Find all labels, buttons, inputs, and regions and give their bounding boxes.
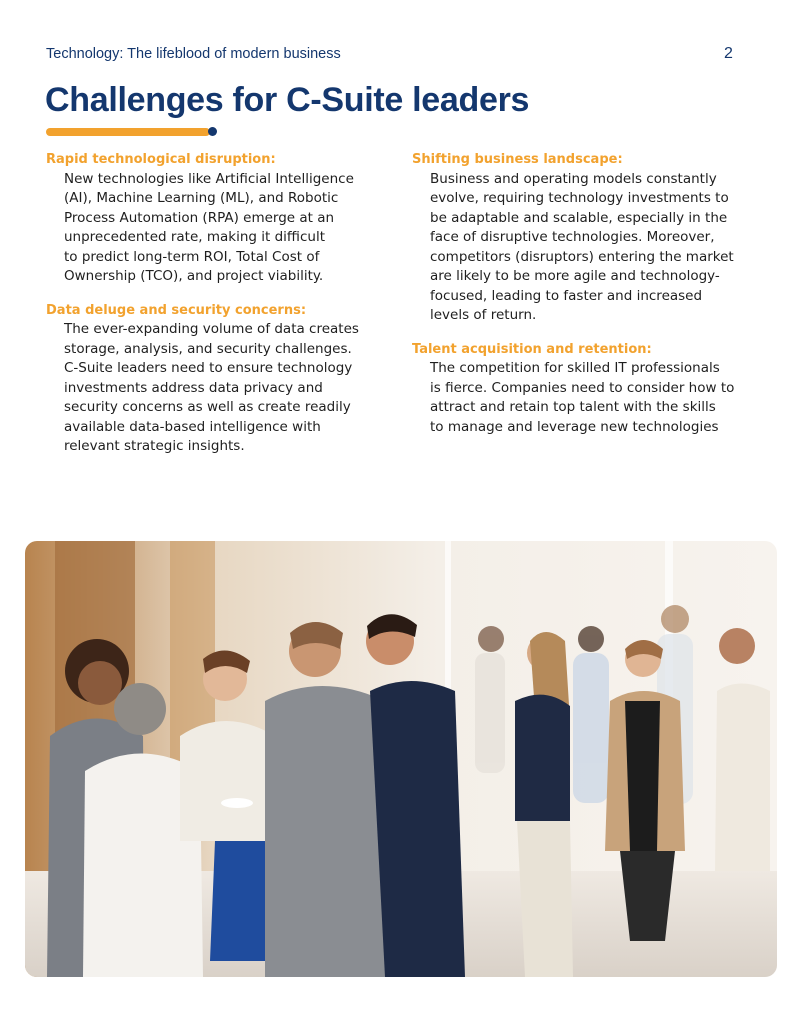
section-body: Business and operating models constantly evolve, requiring technology investments to be adaptable and scalable, especially in the face of disruptive technologies. Moreover, competitors (disruptors) entering the market are likely to be more agile and technology- focused, leading to faster and increased levels of return. xyxy=(430,170,734,323)
section-body: New technologies like Artificial Intelligence (AI), Machine Learning (ML), and Robotic Process Automation (RPA) emerge at an unprecedented rate, making it difficult to predict long-term ROI, Total Cost of Ownership (TCO), and project viability. xyxy=(64,170,354,284)
page-number: 2 xyxy=(724,45,733,62)
section-talent xyxy=(412,340,757,438)
right-column xyxy=(412,150,757,451)
section-shifting-landscape xyxy=(412,150,757,326)
title-underline-dot xyxy=(208,127,217,136)
section-heading: Rapid technological disruption: xyxy=(46,152,276,167)
section-data-deluge xyxy=(46,301,386,457)
left-column xyxy=(46,150,386,471)
section-body: The ever-expanding volume of data creates storage, analysis, and security challenges. C-Suite leaders need to ensure technology investments address data privacy and security concerns as well as create readily available data-based intelligence with relevant strategic insights. xyxy=(64,321,359,454)
section-heading: Talent acquisition and retention: xyxy=(412,341,652,357)
section-heading: Shifting business landscape: xyxy=(412,152,623,167)
networking-photo xyxy=(25,541,777,977)
section-rapid-disruption xyxy=(46,150,386,287)
title-underline xyxy=(46,128,210,136)
page-title: Challenges for C-Suite leaders xyxy=(45,81,530,119)
section-body: The competition for skilled IT professionals is fierce. Companies need to consider how to attract and retain top talent with the skills to manage and leverage new technologies xyxy=(430,360,735,435)
section-heading: Data deluge and security concerns: xyxy=(46,302,307,318)
running-header: Technology: The lifeblood of modern business xyxy=(46,46,341,62)
